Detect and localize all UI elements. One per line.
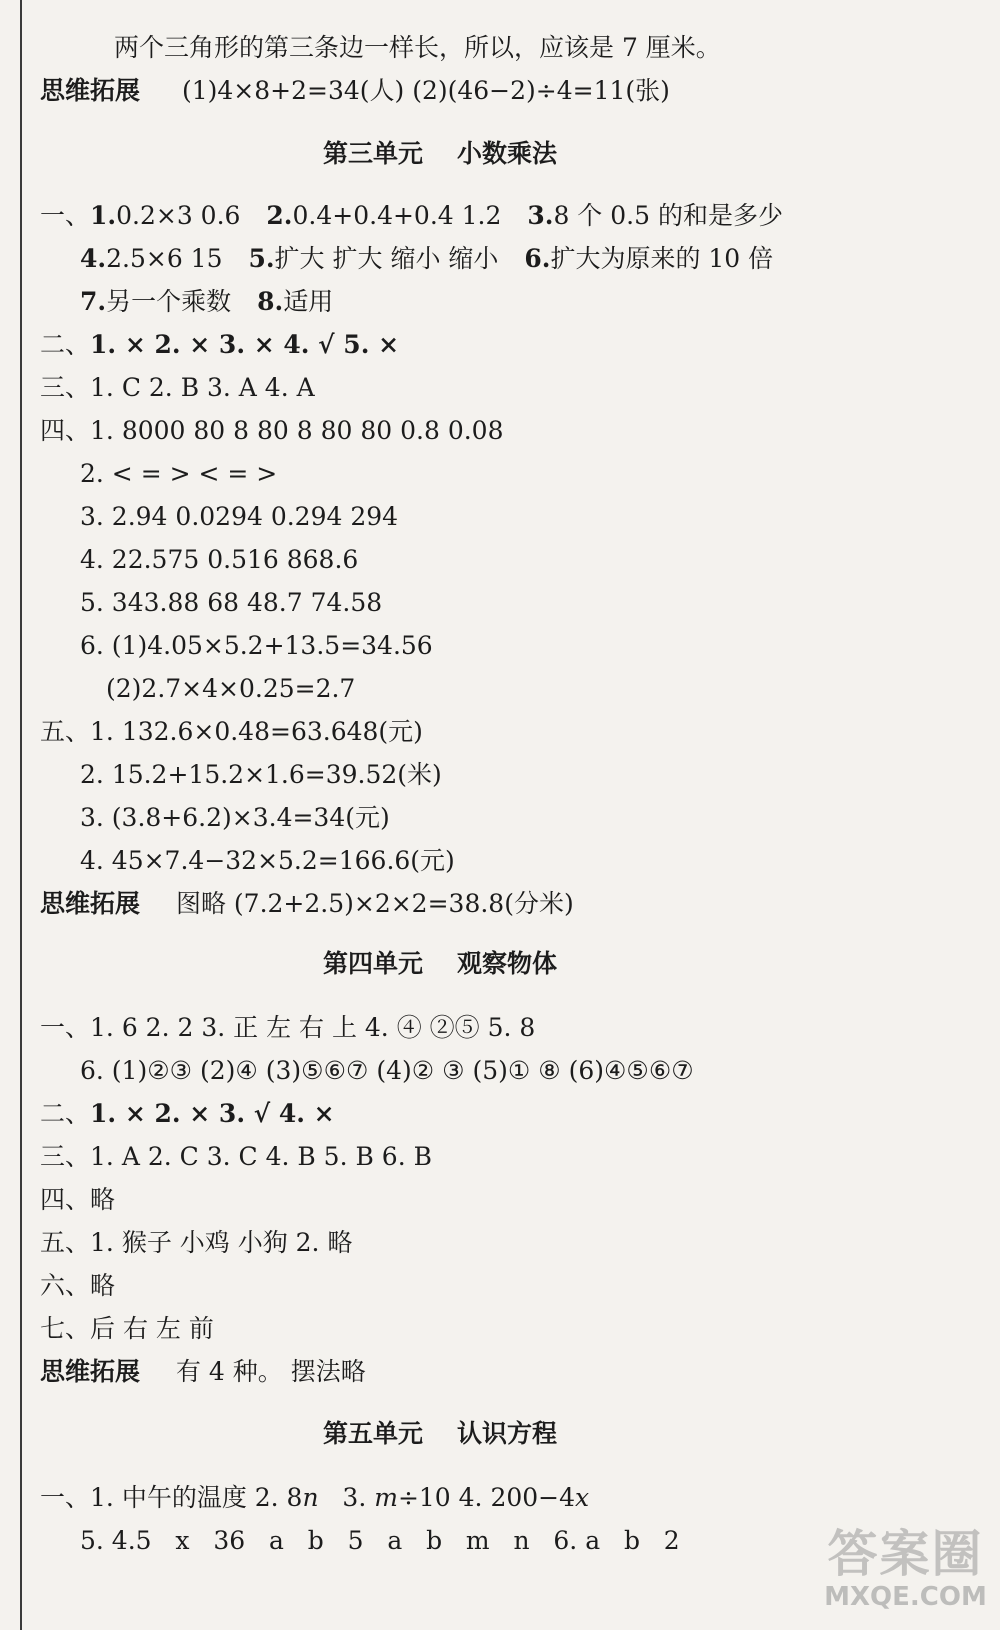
section-text: 1. 132.6×0.48=63.648(元) bbox=[90, 717, 423, 746]
unit3-s4-l1 bbox=[40, 415, 504, 447]
ext-text: (1)4×8+2=34(人) (2)(46−2)÷4=11(张) bbox=[181, 76, 670, 105]
section-num: 五、 bbox=[40, 1228, 91, 1257]
section-text: 后 右 左 前 bbox=[90, 1314, 214, 1343]
item-text: 2.5×6 15 bbox=[106, 244, 223, 273]
unit3-title bbox=[0, 138, 880, 170]
unit5-title-a: 第五单元 bbox=[322, 1419, 423, 1448]
section-num: 七、 bbox=[40, 1314, 91, 1343]
section-num: 二、 bbox=[40, 1099, 91, 1128]
unit3-s1-line1 bbox=[40, 200, 783, 232]
section-num: 四、 bbox=[40, 1185, 91, 1214]
unit3-s3 bbox=[40, 372, 315, 404]
item-num: 6. bbox=[524, 244, 551, 273]
section-num: 一、 bbox=[40, 1483, 91, 1512]
unit3-title-a: 第三单元 bbox=[322, 139, 423, 168]
continuation-line: 两个三角形的第三条边一样长，所以，应该是 7 厘米。 bbox=[114, 33, 721, 62]
unit4-s1-l2: 6. (1)②③ (2)④ (3)⑤⑥⑦ (4)② ③ (5)① ⑧ (6)④⑤⑥⑦ bbox=[80, 1056, 694, 1085]
ext-text: 图略 (7.2+2.5)×2×2=38.8(分米) bbox=[175, 889, 574, 918]
unit3-s4-l4: 4. 22.575 0.516 868.6 bbox=[80, 545, 359, 574]
section-num: 三、 bbox=[40, 1142, 91, 1171]
unit3-s4-l5: 5. 343.88 68 48.7 74.58 bbox=[80, 588, 383, 617]
item-text: 扩大为原来的 10 倍 bbox=[550, 244, 774, 273]
unit4-s2 bbox=[40, 1098, 335, 1130]
variable: m bbox=[374, 1483, 398, 1512]
item-text: 0.2×3 0.6 bbox=[116, 201, 241, 230]
unit5-s1-l2: 5. 4.5 x 36 a b 5 a b m n 6. a b 2 bbox=[80, 1526, 680, 1555]
unit4-s5 bbox=[40, 1227, 352, 1259]
item-text: 另一个乘数 bbox=[106, 287, 232, 316]
section-text: 1. × 2. × 3. √ 4. × bbox=[90, 1099, 335, 1128]
item-text: 扩大 扩大 缩小 缩小 bbox=[274, 244, 499, 273]
section-text: 1. 8000 80 8 80 8 80 80 0.8 0.08 bbox=[90, 416, 504, 445]
section-text: 1. C 2. B 3. A 4. A bbox=[90, 373, 315, 402]
section-text: 1. × 2. × 3. × 4. √ 5. × bbox=[90, 330, 400, 359]
section-text: 略 bbox=[90, 1271, 116, 1300]
section-num: 一、 bbox=[40, 201, 91, 230]
unit3-s1-line3 bbox=[80, 286, 333, 318]
section-num: 三、 bbox=[40, 373, 91, 402]
unit4-title-b: 观察物体 bbox=[457, 949, 558, 978]
section-text: 1. 中午的温度 2. 8 bbox=[90, 1483, 303, 1512]
unit3-title-b: 小数乘法 bbox=[457, 139, 558, 168]
ext-label: 思维拓展 bbox=[40, 889, 141, 918]
unit5-title bbox=[0, 1418, 880, 1450]
unit5-title-b: 认识方程 bbox=[457, 1419, 558, 1448]
unit3-s4-l7: (2)2.7×4×0.25=2.7 bbox=[106, 674, 356, 703]
item-num: 5. bbox=[248, 244, 275, 273]
ext-label: 思维拓展 bbox=[40, 1357, 141, 1386]
unit4-s3 bbox=[40, 1141, 432, 1173]
unit3-s5-l2: 2. 15.2+15.2×1.6=39.52(米) bbox=[80, 760, 442, 789]
margin-rule bbox=[20, 0, 22, 1630]
unit4-s7 bbox=[40, 1313, 214, 1345]
section-num: 四、 bbox=[40, 416, 91, 445]
item-text: 8 个 0.5 的和是多少 bbox=[553, 201, 783, 230]
section-num: 二、 bbox=[40, 330, 91, 359]
thinking-extension-top bbox=[40, 75, 670, 107]
ext-label: 思维拓展 bbox=[40, 76, 141, 105]
thinking-extension-unit4 bbox=[40, 1356, 366, 1388]
unit3-s5-l4: 4. 45×7.4−32×5.2=166.6(元) bbox=[80, 846, 455, 875]
item-text: 适用 bbox=[283, 287, 334, 316]
item-num: 3. bbox=[527, 201, 554, 230]
unit3-s4-l6: 6. (1)4.05×5.2+13.5=34.56 bbox=[80, 631, 433, 660]
section-text: 1. 猴子 小鸡 小狗 2. 略 bbox=[90, 1228, 353, 1257]
section-num: 五、 bbox=[40, 717, 91, 746]
watermark-site: MXQE.COM bbox=[824, 1582, 987, 1612]
item-text: 0.4+0.4+0.4 1.2 bbox=[292, 201, 502, 230]
watermark bbox=[823, 1526, 988, 1626]
unit3-s1-line2 bbox=[80, 243, 773, 275]
thinking-extension-unit3 bbox=[40, 888, 574, 920]
item-num: 2. bbox=[266, 201, 293, 230]
unit3-s4-l2: 2. < = > < = > bbox=[80, 459, 278, 488]
unit3-s2 bbox=[40, 329, 399, 361]
section-num: 一、 bbox=[40, 1013, 91, 1042]
section-text: 3. bbox=[318, 1483, 375, 1512]
unit4-s6 bbox=[40, 1270, 115, 1302]
unit4-s4 bbox=[40, 1184, 115, 1216]
section-text: 1. 6 2. 2 3. 正 左 右 上 4. ④ ②⑤ 5. 8 bbox=[90, 1013, 536, 1042]
unit4-s1-l1 bbox=[40, 1012, 535, 1044]
unit3-s5-l3: 3. (3.8+6.2)×3.4=34(元) bbox=[80, 803, 390, 832]
section-text: ÷10 4. 200−4 bbox=[397, 1483, 576, 1512]
item-num: 4. bbox=[80, 244, 107, 273]
section-num: 六、 bbox=[40, 1271, 91, 1300]
variable: x bbox=[575, 1483, 590, 1512]
unit4-title-a: 第四单元 bbox=[322, 949, 423, 978]
variable: n bbox=[302, 1483, 319, 1512]
ext-text: 有 4 种。 摆法略 bbox=[175, 1357, 366, 1386]
item-num: 8. bbox=[257, 287, 284, 316]
unit3-s4-l3: 3. 2.94 0.0294 0.294 294 bbox=[80, 502, 399, 531]
section-text: 略 bbox=[90, 1185, 116, 1214]
item-num: 1. bbox=[90, 201, 117, 230]
unit3-s5-l1 bbox=[40, 716, 423, 748]
unit4-title bbox=[0, 948, 880, 980]
watermark-logo: 答案圈 bbox=[827, 1525, 984, 1583]
section-text: 1. A 2. C 3. C 4. B 5. B 6. B bbox=[90, 1142, 432, 1171]
item-num: 7. bbox=[80, 287, 107, 316]
unit5-s1-l1 bbox=[40, 1482, 589, 1514]
